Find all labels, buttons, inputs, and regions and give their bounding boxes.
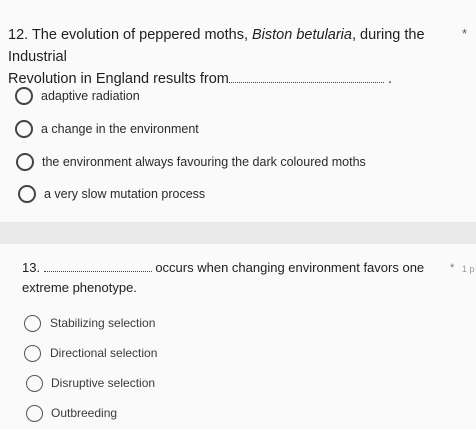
question-13-number: 13. <box>22 260 41 275</box>
q13-option-1[interactable] <box>0 343 157 363</box>
points-label: 1 p <box>462 264 475 274</box>
radio-button[interactable] <box>24 345 41 362</box>
required-asterisk: * <box>450 262 455 274</box>
q12-option-label: a change in the environment <box>41 122 199 136</box>
q13-option-label: Directional selection <box>50 346 158 360</box>
q13-option-0[interactable] <box>0 313 155 333</box>
q12-option-label: a very slow mutation process <box>44 187 206 201</box>
answer-blank <box>44 259 152 272</box>
answer-blank <box>229 70 384 83</box>
q13-option-label: Outbreeding <box>51 406 118 420</box>
q12-option-2[interactable] <box>0 152 366 172</box>
question-12-line2: Revolution in England results from <box>8 71 229 87</box>
required-asterisk: * <box>462 26 468 41</box>
question-13-text <box>22 257 442 279</box>
card-separator <box>0 222 476 244</box>
q12-option-label: the environment always favouring the dark coloured moths <box>42 155 366 169</box>
question-12-text: 12. The evolution of peppered moths, Biston betularia, during the Industrial Revolution in England results from . <box>8 27 425 87</box>
q13-option-2[interactable] <box>0 373 155 393</box>
q12-option-1[interactable] <box>0 119 199 139</box>
q13-option-label: Stabilizing selection <box>50 316 156 330</box>
question-12-number: 12. <box>8 27 29 43</box>
q12-option-label: adaptive radiation <box>41 89 140 103</box>
radio-button[interactable] <box>15 87 33 105</box>
q13-option-label: Disruptive selection <box>51 376 156 390</box>
question-13-line2: extreme phenotype. <box>22 280 137 295</box>
radio-button[interactable] <box>15 120 33 138</box>
radio-button[interactable] <box>18 185 36 203</box>
question-12-text-after: , during the Industrial <box>8 27 425 65</box>
question-12-text-before: The evolution of peppered moths, <box>31 27 253 43</box>
q13-option-3[interactable] <box>0 403 117 423</box>
radio-button[interactable] <box>26 375 43 392</box>
radio-button[interactable] <box>26 405 43 422</box>
q12-option-0[interactable] <box>0 86 140 106</box>
q12-option-3[interactable] <box>0 184 205 204</box>
question-13-text-after-blank: occurs when changing environment favors one <box>155 260 425 275</box>
radio-button[interactable] <box>16 153 34 171</box>
question-12-species: Biston betularia <box>252 27 352 43</box>
radio-button[interactable] <box>24 315 41 332</box>
